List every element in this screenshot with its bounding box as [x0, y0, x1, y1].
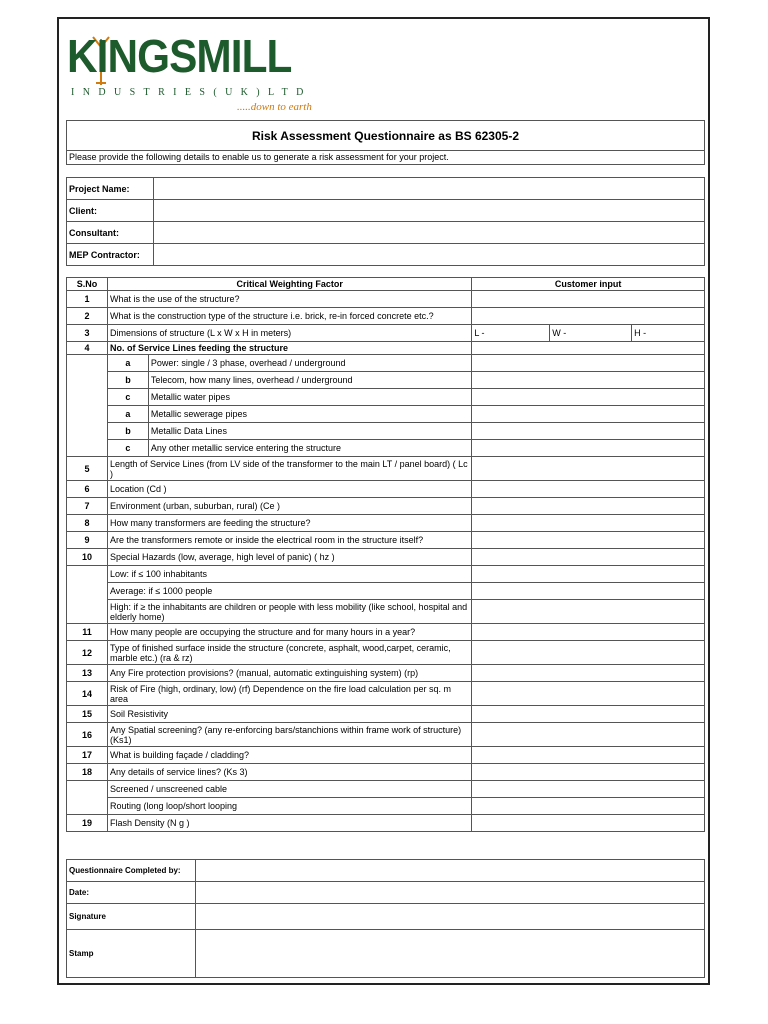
sub-item-letter: c [107, 440, 148, 457]
logo-tagline: .....down to earth [237, 101, 312, 113]
table-row [67, 325, 705, 342]
customer-input-cell[interactable] [472, 624, 705, 641]
consultant-field[interactable] [154, 222, 705, 244]
row-number: 16 [67, 723, 108, 747]
factor-text: Any Spatial screening? (any re-enforcing bars/stanchions within frame work of structure) (Ks1) [107, 723, 471, 747]
row-number: 11 [67, 624, 108, 641]
factor-text: Environment (urban, suburban, rural) (Ce ) [107, 498, 471, 515]
row-number: 15 [67, 706, 108, 723]
row-number: 17 [67, 747, 108, 764]
table-row [67, 624, 705, 641]
customer-input-cell[interactable] [472, 798, 705, 815]
row-number: 8 [67, 515, 108, 532]
signature-label: Signature [67, 904, 196, 930]
row-number: 5 [67, 457, 108, 481]
customer-input-cell[interactable] [472, 515, 705, 532]
customer-input-cell[interactable] [472, 481, 705, 498]
factor-text: What is building façade / cladding? [107, 747, 471, 764]
customer-input-cell[interactable] [472, 641, 705, 665]
signature-field[interactable] [196, 904, 705, 930]
table-row [67, 764, 705, 781]
factor-text: How many people are occupying the structure and for many hours in a year? [107, 624, 471, 641]
customer-input-cell[interactable] [472, 389, 705, 406]
row-number: 19 [67, 815, 108, 832]
table-row [67, 641, 705, 665]
factor-text: Soil Resistivity [107, 706, 471, 723]
header-sno: S.No [67, 278, 108, 291]
empty-sno-cell [67, 566, 108, 624]
sub-item-letter: a [107, 406, 148, 423]
logo-wordmark: KINGSMILL [67, 30, 292, 82]
customer-input-cell[interactable] [472, 532, 705, 549]
customer-input-cell[interactable] [472, 815, 705, 832]
customer-input-cell[interactable] [472, 355, 705, 372]
empty-sno-cell [67, 781, 108, 815]
factor-text: Any other metallic service entering the structure [148, 440, 471, 457]
intro-text: Please provide the following details to enable us to generate a risk assessment for your project. [66, 150, 705, 165]
header-factor: Critical Weighting Factor [107, 278, 471, 291]
sub-item-letter: a [107, 355, 148, 372]
table-row [67, 781, 705, 798]
factor-text: Location (Cd ) [107, 481, 471, 498]
client-label: Client: [67, 200, 154, 222]
factor-text: High: if ≥ the inhabitants are children or people with less mobility (like school, hospital and elderly home) [107, 600, 471, 624]
factor-text: Any details of service lines? (Ks 3) [107, 764, 471, 781]
row-number: 9 [67, 532, 108, 549]
table-row [67, 815, 705, 832]
customer-input-cell[interactable] [472, 342, 705, 355]
row-number: 6 [67, 481, 108, 498]
customer-input-cell[interactable] [472, 406, 705, 423]
factor-text: What is the use of the structure? [107, 291, 471, 308]
table-row [67, 440, 705, 457]
table-row [67, 682, 705, 706]
dimension-input[interactable]: H - [632, 325, 705, 342]
factor-text: Special Hazards (low, average, high level of panic) ( hz ) [107, 549, 471, 566]
factor-text: Average: if ≤ 1000 people [107, 583, 471, 600]
customer-input-cell[interactable] [472, 440, 705, 457]
factor-text: Routing (long loop/short looping [107, 798, 471, 815]
table-row [67, 706, 705, 723]
factor-text: Any Fire protection provisions? (manual, automatic extinguishing system) (rp) [107, 665, 471, 682]
table-row [67, 423, 705, 440]
factor-text: Dimensions of structure (L x W x H in meters) [107, 325, 471, 342]
table-row [67, 406, 705, 423]
customer-input-cell[interactable] [472, 549, 705, 566]
table-row [67, 532, 705, 549]
company-logo [67, 30, 337, 123]
risk-table [66, 277, 705, 832]
table-row [67, 291, 705, 308]
factor-text: Metallic water pipes [148, 389, 471, 406]
dimension-input[interactable]: W - [550, 325, 632, 342]
project-name-label: Project Name: [67, 178, 154, 200]
factor-text: Screened / unscreened cable [107, 781, 471, 798]
stamp-label: Stamp [67, 930, 196, 978]
factor-text: Length of Service Lines (from LV side of the transformer to the main LT / panel board) ( Lc ) [107, 457, 471, 481]
factor-text: Telecom, how many lines, overhead / underground [148, 372, 471, 389]
customer-input-cell[interactable] [472, 457, 705, 481]
logo-subtitle: INDUSTRIES(UK)LTD [71, 87, 312, 98]
customer-input-cell[interactable] [472, 764, 705, 781]
table-row [67, 498, 705, 515]
factor-text: How many transformers are feeding the structure? [107, 515, 471, 532]
date-label: Date: [67, 882, 196, 904]
row-number: 7 [67, 498, 108, 515]
project-name-field[interactable] [154, 178, 705, 200]
factor-text: Type of finished surface inside the structure (concrete, asphalt, wood,carpet, ceramic, marble etc.) (ra & rz) [107, 641, 471, 665]
customer-input-cell[interactable] [472, 498, 705, 515]
row-number: 4 [67, 342, 108, 355]
completed-by-field[interactable] [196, 860, 705, 882]
table-row [67, 747, 705, 764]
dimension-input[interactable]: L - [472, 325, 550, 342]
customer-input-cell[interactable] [472, 706, 705, 723]
table-row [67, 342, 705, 355]
factor-text: Are the transformers remote or inside the electrical room in the structure itself? [107, 532, 471, 549]
stamp-field[interactable] [196, 930, 705, 978]
table-row [67, 355, 705, 372]
customer-input-cell[interactable] [472, 665, 705, 682]
table-row [67, 457, 705, 481]
row-number: 18 [67, 764, 108, 781]
sub-item-letter: b [107, 423, 148, 440]
sub-item-letter: b [107, 372, 148, 389]
factor-text: Risk of Fire (high, ordinary, low) (rf) Dependence on the fire load calculation per sq. m area [107, 682, 471, 706]
table-row [67, 308, 705, 325]
customer-input-cell[interactable] [472, 423, 705, 440]
customer-input-cell[interactable] [472, 682, 705, 706]
table-row [67, 481, 705, 498]
table-row [67, 549, 705, 566]
questionnaire-page [57, 17, 710, 985]
customer-input-cell[interactable] [472, 566, 705, 583]
row-number: 12 [67, 641, 108, 665]
customer-input-cell[interactable] [472, 747, 705, 764]
factor-text: Metallic sewerage pipes [148, 406, 471, 423]
table-row [67, 372, 705, 389]
factor-text: Flash Density (N g ) [107, 815, 471, 832]
table-row [67, 798, 705, 815]
table-row [67, 389, 705, 406]
row-number: 1 [67, 291, 108, 308]
mep-contractor-field[interactable] [154, 244, 705, 266]
table-row [67, 566, 705, 583]
mep-contractor-label: MEP Contractor: [67, 244, 154, 266]
customer-input-cell[interactable] [472, 308, 705, 325]
factor-text: Low: if ≤ 100 inhabitants [107, 566, 471, 583]
customer-input-cell[interactable] [472, 583, 705, 600]
customer-input-cell[interactable] [472, 291, 705, 308]
factor-text: Metallic Data Lines [148, 423, 471, 440]
row-number: 13 [67, 665, 108, 682]
factor-text: Power: single / 3 phase, overhead / underground [148, 355, 471, 372]
date-field[interactable] [196, 882, 705, 904]
empty-sno-cell [67, 355, 108, 457]
consultant-label: Consultant: [67, 222, 154, 244]
row-number: 10 [67, 549, 108, 566]
project-details-table [66, 177, 705, 266]
customer-input-cell[interactable] [472, 781, 705, 798]
row-number: 2 [67, 308, 108, 325]
table-row [67, 723, 705, 747]
table-row [67, 600, 705, 624]
customer-input-cell[interactable] [472, 723, 705, 747]
row-number: 14 [67, 682, 108, 706]
completion-table [66, 859, 705, 978]
header-customer-input: Customer input [472, 278, 705, 291]
table-row [67, 583, 705, 600]
factor-text: What is the construction type of the structure i.e. brick, re-in forced concrete etc.? [107, 308, 471, 325]
row-number: 3 [67, 325, 108, 342]
sub-item-letter: c [107, 389, 148, 406]
table-row [67, 515, 705, 532]
table-row [67, 665, 705, 682]
customer-input-cell[interactable] [472, 600, 705, 624]
factor-text: No. of Service Lines feeding the structure [107, 342, 471, 355]
completed-by-label: Questionnaire Completed by: [67, 860, 196, 882]
customer-input-cell[interactable] [472, 372, 705, 389]
client-field[interactable] [154, 200, 705, 222]
document-title: Risk Assessment Questionnaire as BS 62305-2 [66, 120, 705, 151]
